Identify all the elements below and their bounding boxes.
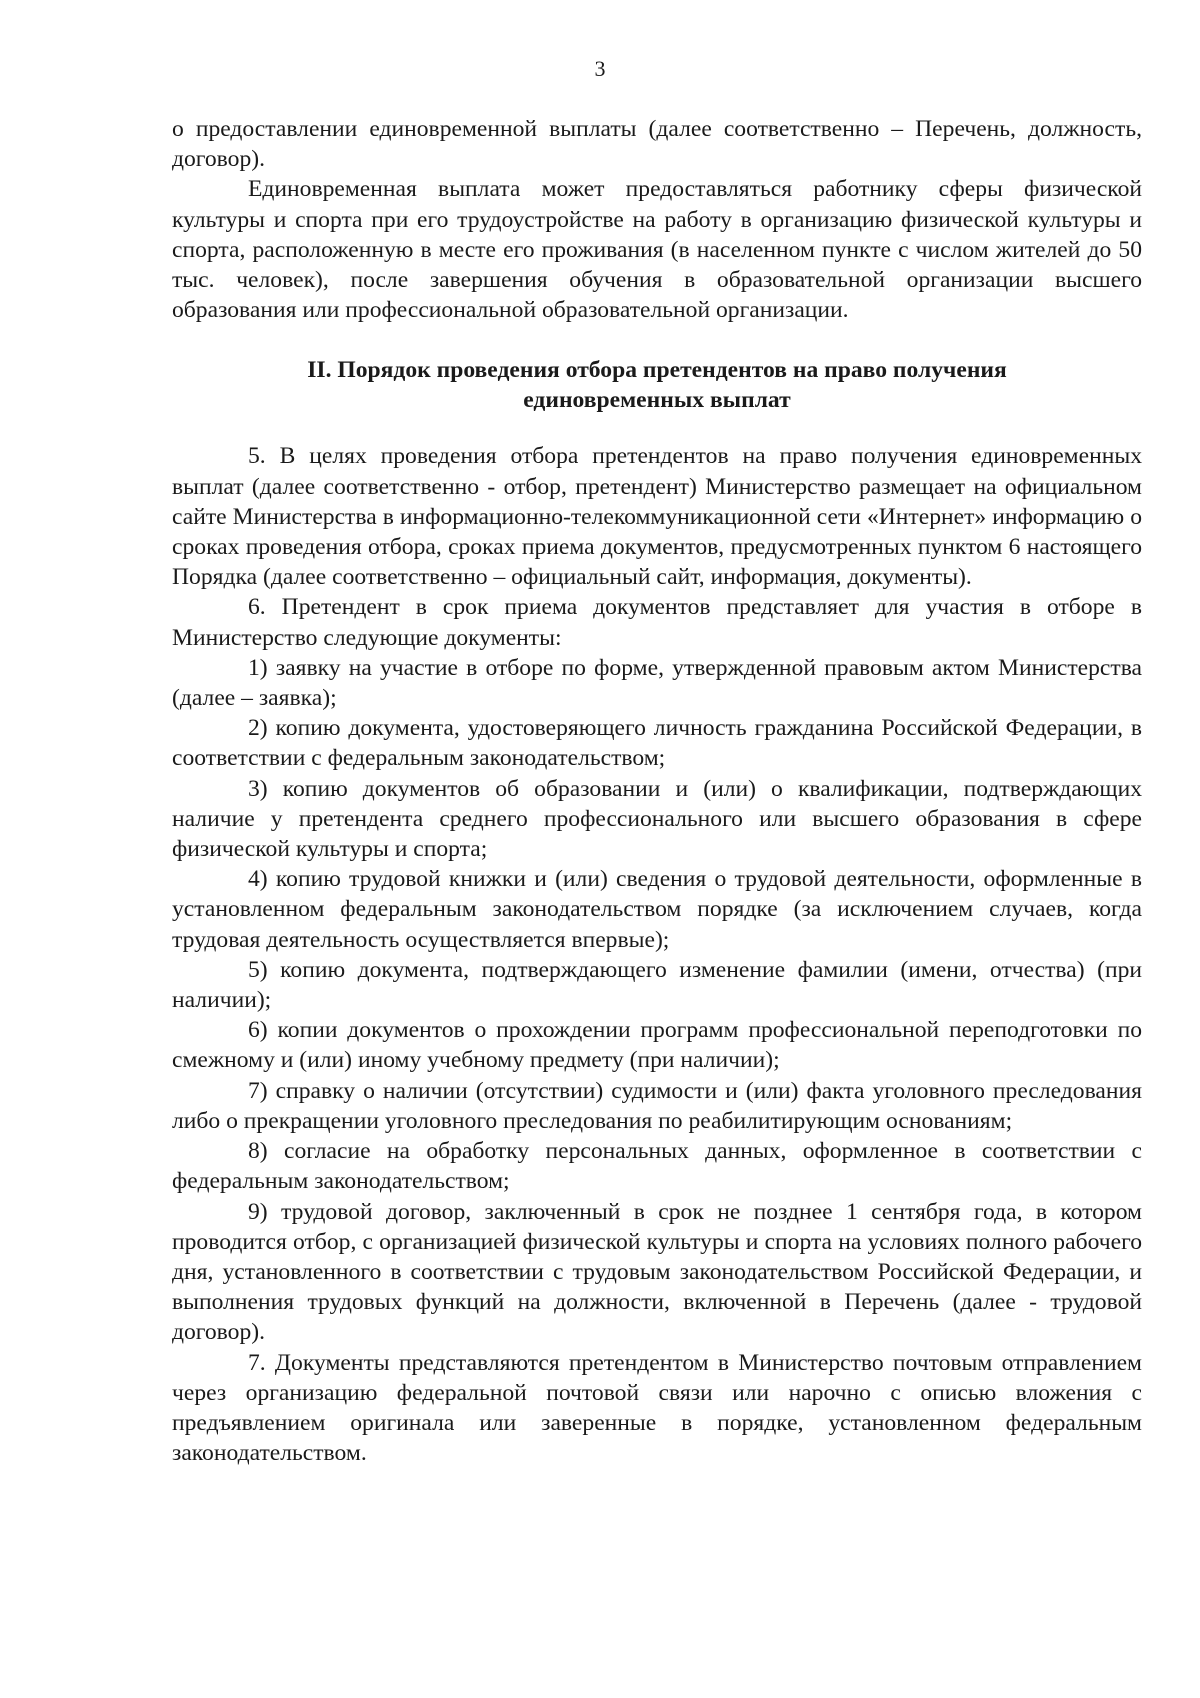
section-heading [172, 355, 1142, 415]
section-heading-line-2: единовременных выплат [523, 387, 791, 414]
clause-6: 6. Претендент в срок приема документов представляет для участия в отборе в Министерство следующие документы: [172, 594, 1142, 651]
clause-6-item-2: 2) копию документа, удостоверяющего личность гражданина Российской Федерации, в соответствии с федеральным законодательством; [172, 715, 1142, 772]
page-number: 3 [594, 56, 606, 81]
clause-6-item-1: 1) заявку на участие в отборе по форме, утвержденной правовым актом Министерства (далее – заявка); [172, 654, 1142, 712]
clause-7: 7. Документы представляются претендентом в Министерство почтовым отправлением через организацию федеральной почтовой связи или нарочно с описью вложения с предъявлением оригинала или заверенные в порядке, установленном федеральным законодательством. [172, 1349, 1142, 1467]
clause-6-item-8: 8) согласие на обработку персональных данных, оформленное в соответствии с федеральным законодательством; [172, 1138, 1142, 1195]
clause-6-item-6: 6) копии документов о прохождении программ профессиональной переподготовки по смежному и (или) иному учебному предмету (при наличии); [172, 1017, 1142, 1074]
clause-5: 5. В целях проведения отбора претендентов на право получения единовременных выплат (далее соответственно - отбор, претендент) Министерство размещает на официальном сайте Министерства в информационно-телекоммуникационной сети «Интернет» информацию о сроках проведения отбора, сроках приема документов, предусмотренных пунктом 6 настоящего Порядка (далее соответственно – официальный сайт, информация, документы). [172, 443, 1142, 591]
clause-6-item-3: 3) копию документов об образовании и (или) о квалификации, подтверждающих наличие у претендента среднего профессионального или высшего образования в сфере физической культуры и спорта; [172, 775, 1142, 863]
clause-6-item-9: 9) трудовой договор, заключенный в срок не позднее 1 сентября года, в котором проводится отбор, с организацией физической культуры и спорта на условиях полного рабочего дня, установленного в соответствии с трудовым законодательством Российской Федерации, и выполнения трудовых функций на должности, включенной в Перечень (далее - трудовой договор). [172, 1198, 1142, 1346]
paragraph-one-time-payment: Единовременная выплата может предоставляться работнику сферы физической культуры и спорта при его трудоустройстве на работу в организацию физической культуры и спорта, расположенную в месте его проживания (в населенном пункте с числом жителей до 50 тыс. человек), после завершения обучения в образовательной организации высшего образования или профессиональной образовательной организации. [172, 176, 1142, 324]
document-body [172, 114, 1142, 1468]
paragraph-continuation: о предоставлении единовременной выплаты (далее соответственно – Перечень, должность, договор). [172, 116, 1142, 173]
section-heading-line-1: II. Порядок проведения отбора претендентов на право получения [307, 357, 1007, 384]
clause-6-item-4: 4) копию трудовой книжки и (или) сведения о трудовой деятельности, оформленные в установленном федеральным законодательством порядке (за исключением случаев, когда трудовая деятельность осуществляется впервые); [172, 866, 1142, 953]
clause-6-item-7: 7) справку о наличии (отсутствии) судимости и (или) факта уголовного преследования либо о прекращении уголовного преследования по реабилитирующим основаниям; [172, 1077, 1142, 1134]
clause-6-item-5: 5) копию документа, подтверждающего изменение фамилии (имени, отчества) (при наличии); [172, 956, 1142, 1014]
